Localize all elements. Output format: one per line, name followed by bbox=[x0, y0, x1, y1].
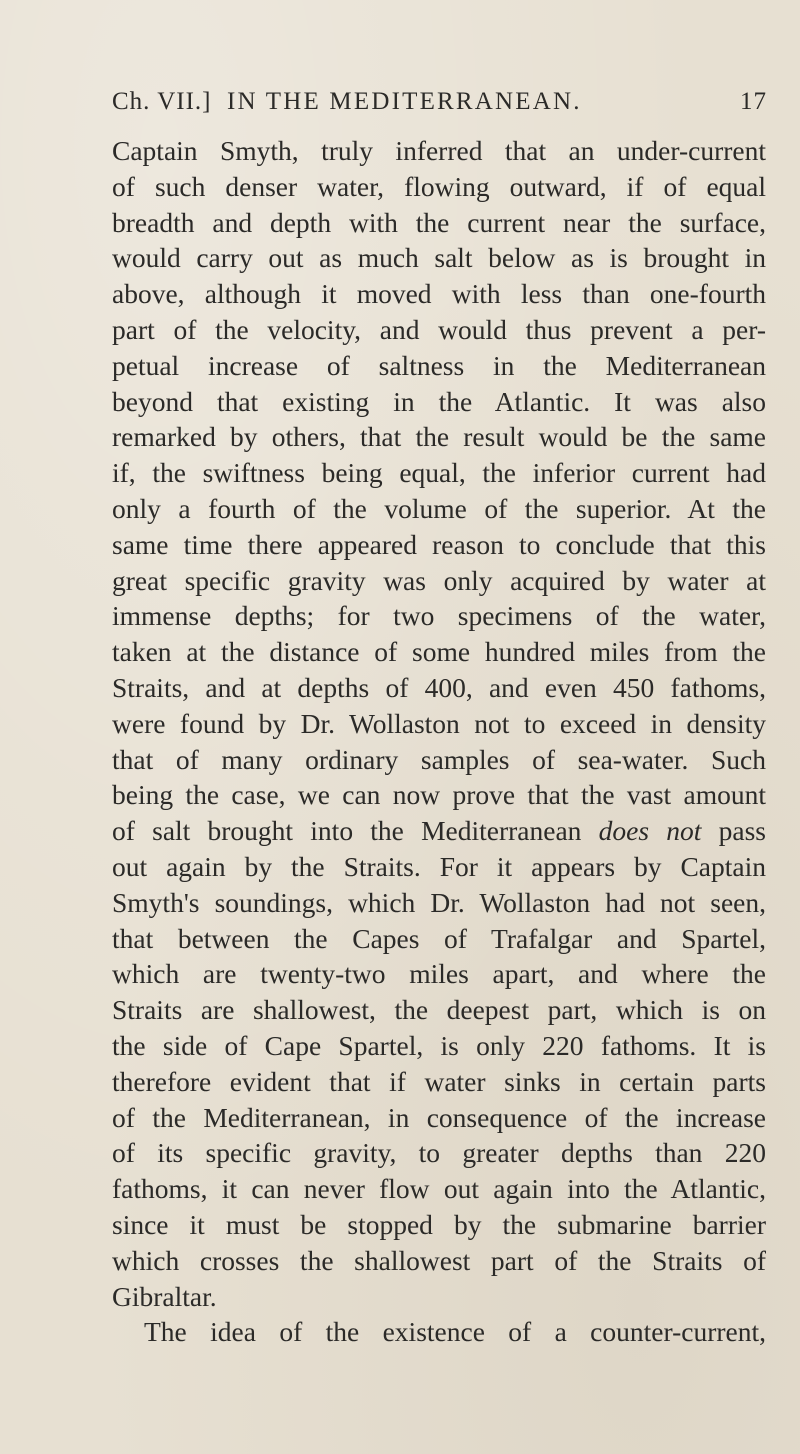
body-text bbox=[112, 133, 766, 1350]
text-line: of the Mediterranean, in consequence of the increase bbox=[112, 1101, 766, 1133]
text-line: beyond that existing in the Atlantic. It was also bbox=[112, 385, 766, 417]
running-header bbox=[112, 88, 767, 122]
text-line: would carry out as much salt below as is brought in bbox=[112, 242, 766, 274]
text-line: Smyth's soundings, which Dr. Wollaston had not seen, bbox=[112, 886, 766, 918]
text-line: immense depths; for two specimens of the water, bbox=[112, 600, 766, 632]
italic-emphasis: does not bbox=[598, 815, 702, 847]
text-line: of such denser water, flowing outward, if of equal bbox=[112, 170, 766, 202]
text-line: the side of Cape Spartel, is only 220 fathoms. It is bbox=[112, 1029, 766, 1061]
running-title: IN THE MEDITERRANEAN. bbox=[227, 88, 582, 115]
text-line bbox=[112, 813, 766, 849]
text-line: remarked by others, that the result would be the same bbox=[112, 421, 766, 453]
chapter-reference: Ch. VII.] bbox=[112, 88, 212, 115]
text-line: were found by Dr. Wollaston not to exceed in density bbox=[112, 707, 766, 739]
text-line: which are twenty-two miles apart, and where the bbox=[112, 958, 766, 990]
text-line: petual increase of saltness in the Mediterranean bbox=[112, 349, 766, 381]
text-line: out again by the Straits. For it appears by Captain bbox=[112, 850, 766, 882]
text-line: Straits, and at depths of 400, and even 450 fathoms, bbox=[112, 671, 766, 703]
text-line: therefore evident that if water sinks in certain parts bbox=[112, 1065, 766, 1097]
text-line: that of many ordinary samples of sea-water. Such bbox=[112, 743, 766, 775]
text-line: Captain Smyth, truly inferred that an under-current bbox=[112, 135, 766, 166]
text-line: Straits are shallowest, the deepest part, which is on bbox=[112, 994, 766, 1026]
text-line: great specific gravity was only acquired by water at bbox=[112, 564, 766, 596]
text-line: taken at the distance of some hundred miles from the bbox=[112, 636, 766, 668]
text-line: of its specific gravity, to greater depths than 220 bbox=[112, 1137, 766, 1169]
paragraph-end-line: Gibraltar. bbox=[112, 1280, 217, 1312]
text-line: that between the Capes of Trafalgar and Spartel, bbox=[112, 922, 766, 954]
text-line: fathoms, it can never flow out again into the Atlantic, bbox=[112, 1173, 766, 1205]
text-line: only a fourth of the volume of the superior. At the bbox=[112, 492, 766, 524]
text-line: breadth and depth with the current near the surface, bbox=[112, 206, 766, 238]
text-line: above, although it moved with less than one-fourth bbox=[112, 278, 766, 310]
text-line: since it must be stopped by the submarine barrier bbox=[112, 1208, 766, 1240]
text-run: pass bbox=[701, 815, 766, 847]
text-run: of salt brought into the Mediterranean bbox=[112, 815, 599, 847]
text-line: being the case, we can now prove that the vast amount bbox=[112, 779, 766, 811]
text-line: part of the velocity, and would thus prevent a per- bbox=[112, 313, 766, 345]
page-number: 17 bbox=[740, 88, 767, 115]
paragraph-start-line: The idea of the existence of a counter-current, bbox=[144, 1316, 766, 1348]
text-line: which crosses the shallowest part of the Straits of bbox=[112, 1244, 766, 1276]
text-line: if, the swiftness being equal, the inferior current had bbox=[112, 457, 766, 489]
text-line: same time there appeared reason to conclude that this bbox=[112, 528, 766, 560]
